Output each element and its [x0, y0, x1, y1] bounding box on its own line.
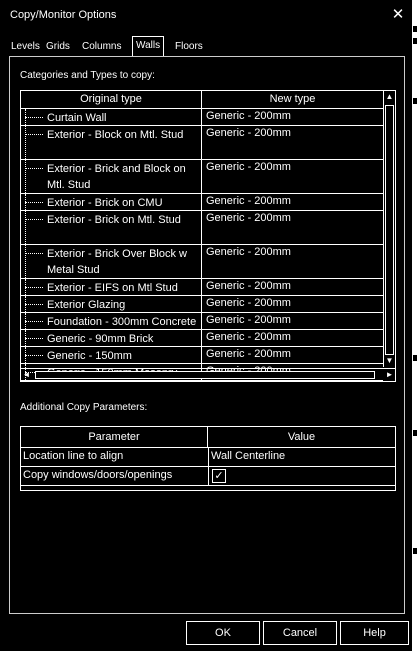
table-row[interactable] — [21, 330, 383, 347]
original-type-cell[interactable] — [21, 160, 202, 193]
background-window-edge — [412, 0, 418, 651]
edge-mark — [413, 98, 417, 104]
parameter-name: Location line to align — [23, 450, 124, 462]
ok-button[interactable]: OK — [186, 621, 260, 645]
original-type-name: Generic - 90mm Brick — [47, 333, 154, 345]
original-type-name: Exterior Glazing — [47, 299, 126, 311]
title-bar — [0, 0, 418, 30]
help-button[interactable]: Help — [340, 621, 409, 645]
tree-branch — [25, 304, 43, 305]
edge-mark — [413, 26, 417, 32]
additional-parameters-header — [21, 427, 395, 448]
new-type-cell[interactable]: Generic - 200mm — [206, 331, 291, 343]
new-type-cell[interactable]: Generic - 200mm — [206, 161, 291, 173]
parameter-value-cell[interactable] — [208, 448, 396, 466]
new-type-cell[interactable]: Generic - 200mm — [206, 314, 291, 326]
tree-branch — [25, 219, 43, 220]
original-type-cell[interactable] — [21, 347, 202, 363]
original-type-cell[interactable] — [21, 296, 202, 312]
original-type-cell[interactable] — [21, 245, 202, 278]
tree-connector — [25, 160, 26, 193]
categories-label: Categories and Types to copy: — [20, 70, 155, 81]
tree-connector — [25, 245, 26, 278]
additional-parameters-label: Additional Copy Parameters: — [20, 402, 148, 413]
original-type-name: Exterior - Brick on Mtl. Stud — [47, 214, 181, 226]
original-type-name: Exterior - Brick and Block on Mtl. Stud — [47, 163, 186, 191]
scroll-down-arrow[interactable]: ▼ — [385, 356, 394, 365]
column-header-value[interactable]: Value — [287, 431, 316, 443]
vertical-scrollbar[interactable] — [383, 91, 395, 367]
new-type-cell[interactable]: Generic - 200mm — [206, 110, 291, 122]
original-type-cell[interactable] — [21, 109, 202, 125]
original-type-name: Exterior - Brick on CMU — [47, 197, 163, 209]
tab-floors[interactable]: Floors — [175, 41, 203, 52]
parameter-row-copy-openings[interactable] — [21, 467, 395, 486]
parameter-row-location-line[interactable] — [21, 448, 395, 467]
edge-mark — [413, 38, 417, 44]
parameter-name: Copy windows/doors/openings — [23, 469, 173, 481]
new-type-cell[interactable]: Generic - 200mm — [206, 348, 291, 360]
table-row[interactable] — [21, 279, 383, 296]
column-header-parameter[interactable]: Parameter — [21, 427, 208, 447]
original-type-name: Foundation - 300mm Concrete — [47, 316, 197, 328]
original-type-name: Exterior - Brick Over Block w Metal Stud — [47, 248, 187, 276]
edge-mark — [413, 430, 417, 436]
tree-branch — [25, 287, 43, 288]
table-row[interactable] — [21, 313, 383, 330]
categories-grid — [20, 90, 396, 382]
parameter-value-cell[interactable] — [208, 467, 396, 485]
additional-parameters-grid — [20, 426, 396, 491]
new-type-cell[interactable]: Generic - 200mm — [206, 212, 291, 224]
table-row[interactable] — [21, 347, 383, 364]
table-row[interactable] — [21, 296, 383, 313]
horizontal-scrollbar[interactable] — [21, 368, 395, 381]
original-type-name: Generic - 150mm — [47, 350, 132, 362]
tree-connector — [25, 126, 26, 159]
table-row[interactable] — [21, 211, 383, 245]
horizontal-scroll-thumb[interactable] — [35, 371, 375, 379]
scroll-up-arrow[interactable]: ▲ — [385, 92, 394, 101]
tree-branch — [25, 321, 43, 322]
original-type-name: Exterior - Block on Mtl. Stud — [47, 129, 184, 141]
tab-grids[interactable]: Grids — [46, 41, 70, 52]
tree-branch — [25, 202, 43, 203]
tab-levels[interactable]: Levels — [11, 41, 40, 52]
original-type-name: Curtain Wall — [47, 112, 107, 124]
tree-connector — [25, 211, 26, 244]
tree-branch — [25, 338, 43, 339]
original-type-cell[interactable] — [21, 126, 202, 159]
tree-branch — [25, 134, 43, 135]
categories-rows — [21, 109, 383, 381]
new-type-cell[interactable]: Generic - 200mm — [206, 297, 291, 309]
column-header-original-type[interactable]: Original type — [21, 91, 202, 108]
edge-mark — [413, 355, 417, 361]
new-type-cell[interactable]: Generic - 200mm — [206, 195, 291, 207]
vertical-scroll-thumb[interactable] — [385, 105, 394, 355]
tree-branch — [25, 355, 43, 356]
tree-branch — [25, 168, 43, 169]
scroll-left-arrow[interactable]: ◄ — [22, 370, 31, 379]
tab-walls[interactable]: Walls — [132, 36, 164, 56]
table-row[interactable] — [21, 194, 383, 211]
tree-branch — [25, 117, 43, 118]
table-row[interactable] — [21, 245, 383, 279]
table-row[interactable] — [21, 126, 383, 160]
new-type-cell[interactable]: Generic - 200mm — [206, 280, 291, 292]
original-type-cell[interactable] — [21, 279, 202, 295]
table-row[interactable] — [21, 109, 383, 126]
scroll-right-arrow[interactable]: ► — [385, 370, 394, 379]
original-type-name: Exterior - EIFS on Mtl Stud — [47, 282, 178, 294]
cancel-button[interactable]: Cancel — [263, 621, 337, 645]
original-type-cell[interactable] — [21, 194, 202, 210]
copy-openings-checkbox[interactable]: ✓ — [212, 469, 226, 483]
edge-mark — [413, 548, 417, 554]
original-type-cell[interactable] — [21, 211, 202, 244]
tree-branch — [25, 253, 43, 254]
original-type-cell[interactable] — [21, 330, 202, 346]
column-header-new-type[interactable]: New type — [269, 93, 316, 105]
new-type-cell[interactable]: Generic - 200mm — [206, 246, 291, 258]
window-title: Copy/Monitor Options — [10, 9, 117, 21]
categories-header — [21, 91, 383, 109]
table-row[interactable] — [21, 160, 383, 194]
close-button[interactable]: ✕ — [391, 6, 405, 23]
original-type-cell[interactable] — [21, 313, 202, 329]
new-type-cell[interactable]: Generic - 200mm — [206, 127, 291, 139]
location-line-value[interactable]: Wall Centerline — [211, 450, 286, 462]
tab-columns[interactable]: Columns — [82, 41, 122, 52]
